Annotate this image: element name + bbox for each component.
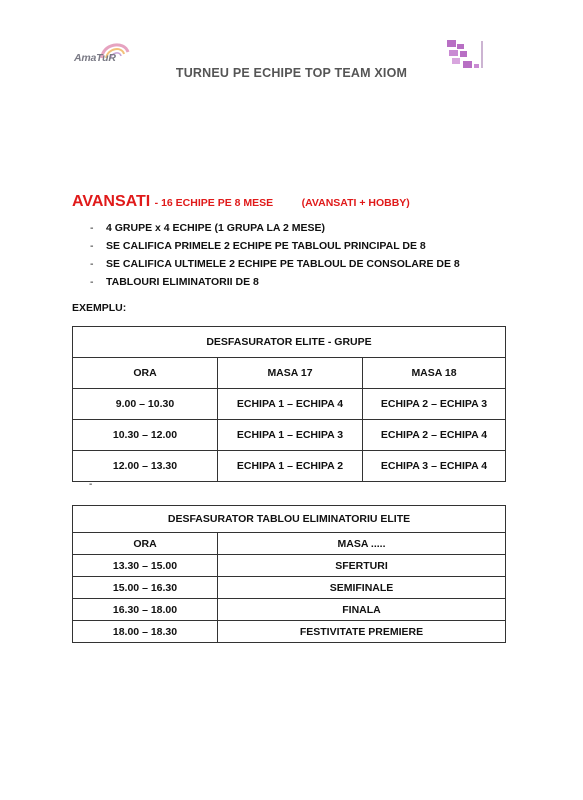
group-table-title: DESFASURATOR ELITE - GRUPE [73, 327, 506, 358]
group-schedule-table [72, 326, 506, 482]
list-item: - SE CALIFICA ULTIMELE 2 ECHIPE PE TABLOUL DE CONSOLARE DE 8 [90, 258, 460, 270]
table-cell: 12.00 – 13.30 [73, 451, 218, 482]
amatur-logo-text: AmaTuR [74, 52, 116, 64]
column-header-masa-18: MASA 18 [363, 358, 506, 389]
list-item: - 4 GRUPE x 4 ECHIPE (1 GRUPA LA 2 MESE) [90, 222, 325, 234]
rules-list [92, 219, 460, 291]
table-cell: 10.30 – 12.00 [73, 420, 218, 451]
table-cell: SFERTURI [218, 555, 506, 577]
table-cell: 18.00 – 18.30 [73, 621, 218, 643]
table-header-row [73, 358, 506, 389]
table-cell: ECHIPA 2 – ECHIPA 3 [363, 389, 506, 420]
table-cell: 9.00 – 10.30 [73, 389, 218, 420]
example-label: EXEMPLU: [72, 302, 127, 314]
table-row [73, 599, 506, 621]
knockout-schedule-table [72, 505, 506, 643]
table-row [73, 621, 506, 643]
column-header-ora: ORA [73, 358, 218, 389]
table-row [73, 577, 506, 599]
table-row [73, 420, 506, 451]
section-heading-main: AVANSATI [72, 193, 151, 210]
stray-dash: - [89, 479, 93, 490]
table-row [73, 555, 506, 577]
column-header-ora: ORA [73, 533, 218, 555]
table-cell: ECHIPA 1 – ECHIPA 4 [218, 389, 363, 420]
knockout-table-title: DESFASURATOR TABLOU ELIMINATORIU ELITE [73, 506, 506, 533]
table-cell: ECHIPA 1 – ECHIPA 2 [218, 451, 363, 482]
section-heading [72, 193, 410, 211]
table-cell: ECHIPA 3 – ECHIPA 4 [363, 451, 506, 482]
table-title-row [73, 327, 506, 358]
section-heading-note: (AVANSATI + HOBBY) [301, 197, 410, 209]
list-item: - SE CALIFICA PRIMELE 2 ECHIPE PE TABLOUL PRINCIPAL DE 8 [90, 240, 426, 252]
table-row [73, 451, 506, 482]
column-header-masa: MASA ..... [218, 533, 506, 555]
table-cell: 15.00 – 16.30 [73, 577, 218, 599]
table-cell: SEMIFINALE [218, 577, 506, 599]
table-title-row [73, 506, 506, 533]
column-header-masa-17: MASA 17 [218, 358, 363, 389]
table-cell: 13.30 – 15.00 [73, 555, 218, 577]
table-header-row [73, 533, 506, 555]
table-cell: FESTIVITATE PREMIERE [218, 621, 506, 643]
section-heading-sub: - 16 ECHIPE PE 8 MESE [154, 197, 274, 209]
table-row [73, 389, 506, 420]
table-cell: FINALA [218, 599, 506, 621]
table-cell: ECHIPA 2 – ECHIPA 4 [363, 420, 506, 451]
table-cell: ECHIPA 1 – ECHIPA 3 [218, 420, 363, 451]
list-item: - TABLOURI ELIMINATORII DE 8 [90, 276, 259, 288]
table-cell: 16.30 – 18.00 [73, 599, 218, 621]
page-title: TURNEU PE ECHIPE TOP TEAM XIOM [175, 66, 408, 80]
